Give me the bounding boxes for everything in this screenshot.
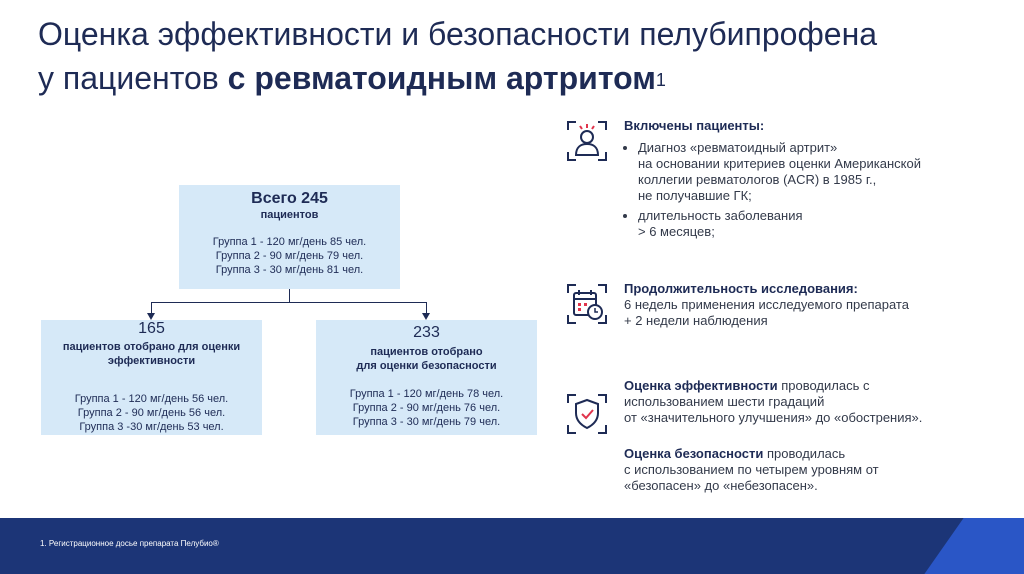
total-subheading: пациентов: [260, 209, 319, 221]
title-line-2: [38, 56, 998, 100]
group-line: Группа 2 - 90 мг/день 76 чел.: [352, 402, 501, 414]
efficacy-eval-bold: Оценка эффективности: [624, 378, 778, 393]
efficacy-eval-rest: проводилась с: [777, 378, 870, 393]
safety-patients-box: [316, 320, 537, 435]
efficacy-description: пациентов отобрано для оценки эффективности: [62, 341, 241, 367]
list-item-line: не получавшие ГК;: [638, 188, 752, 203]
connector-vertical: [289, 289, 290, 302]
arrow-down-icon: [147, 313, 155, 320]
inclusion-criteria: [624, 118, 1004, 244]
patient-icon: [564, 118, 610, 164]
list-item-line: > 6 месяцев;: [638, 224, 715, 239]
total-heading: Всего 245: [251, 190, 328, 207]
shield-check-icon: [564, 391, 610, 437]
safety-eval-line: «безопасен» до «небезопасен».: [624, 478, 818, 493]
inclusion-heading: Включены пациенты:: [624, 118, 765, 133]
title-line-1: Оценка эффективности и безопасности пелубипрофена: [38, 16, 878, 52]
safety-eval-bold: Оценка безопасности: [624, 446, 764, 461]
efficacy-eval-line: от «значительного улучшения» до «обострения».: [624, 410, 923, 425]
arrow-down-icon: [422, 313, 430, 320]
group-line: Группа 3 - 30 мг/день 81 чел.: [215, 264, 364, 276]
group-line: Группа 2 - 90 мг/день 79 чел.: [215, 250, 364, 262]
safety-evaluation: [624, 446, 1004, 494]
group-line: Группа 1 - 120 мг/день 78 чел.: [349, 388, 504, 400]
list-item: [638, 140, 1004, 204]
efficacy-evaluation: [624, 378, 1004, 426]
duration-line: 6 недель применения исследуемого препарата: [624, 297, 909, 312]
list-item-line: на основании критериев оценки Американской: [638, 156, 921, 171]
safety-eval-rest: проводилась: [763, 446, 846, 461]
calendar-clock-icon: [564, 281, 610, 327]
efficacy-patients-box: [41, 320, 262, 435]
group-line: Группа 3 -30 мг/день 53 чел.: [79, 421, 224, 433]
connector-horizontal: [151, 302, 427, 303]
efficacy-eval-line: использованием шести градаций: [624, 394, 825, 409]
title-bold: с ревматоидным артритом: [227, 60, 656, 96]
safety-count: 233: [413, 324, 440, 341]
safety-description-line-2: для оценки безопасности: [356, 360, 497, 372]
footer-accent-stripe: [924, 518, 1024, 574]
study-duration: [624, 281, 1004, 329]
safety-description-line-1: пациентов отобрано: [370, 346, 483, 358]
group-line: Группа 1 - 120 мг/день 85 чел.: [212, 236, 367, 248]
title-regular: у пациентов: [38, 60, 228, 96]
group-line: Группа 1 - 120 мг/день 56 чел.: [74, 393, 229, 405]
title-footnote-mark: 1: [655, 70, 666, 90]
efficacy-count: 165: [138, 320, 165, 337]
group-line: Группа 2 - 90 мг/день 56 чел.: [77, 407, 226, 419]
duration-line: + 2 недели наблюдения: [624, 313, 768, 328]
footer-bar: [0, 518, 1024, 574]
safety-eval-line: с использованием по четырем уровням от: [624, 462, 879, 477]
list-item-line: Диагноз «ревматоидный артрит»: [638, 140, 838, 155]
list-item-line: длительность заболевания: [638, 208, 803, 223]
total-patients-box: [179, 185, 400, 289]
inclusion-list: [624, 140, 1004, 240]
duration-heading: Продолжительность исследования:: [624, 281, 858, 296]
page-title: [38, 12, 998, 100]
list-item-line: коллегии ревматологов (ACR) в 1985 г.,: [638, 172, 877, 187]
group-line: Группа 3 - 30 мг/день 79 чел.: [352, 416, 501, 428]
connector-left-drop: [151, 302, 152, 313]
footer-reference: 1. Регистрационное досье препарата Пелубио®: [40, 539, 219, 548]
list-item: [638, 208, 1004, 240]
connector-right-drop: [426, 302, 427, 313]
